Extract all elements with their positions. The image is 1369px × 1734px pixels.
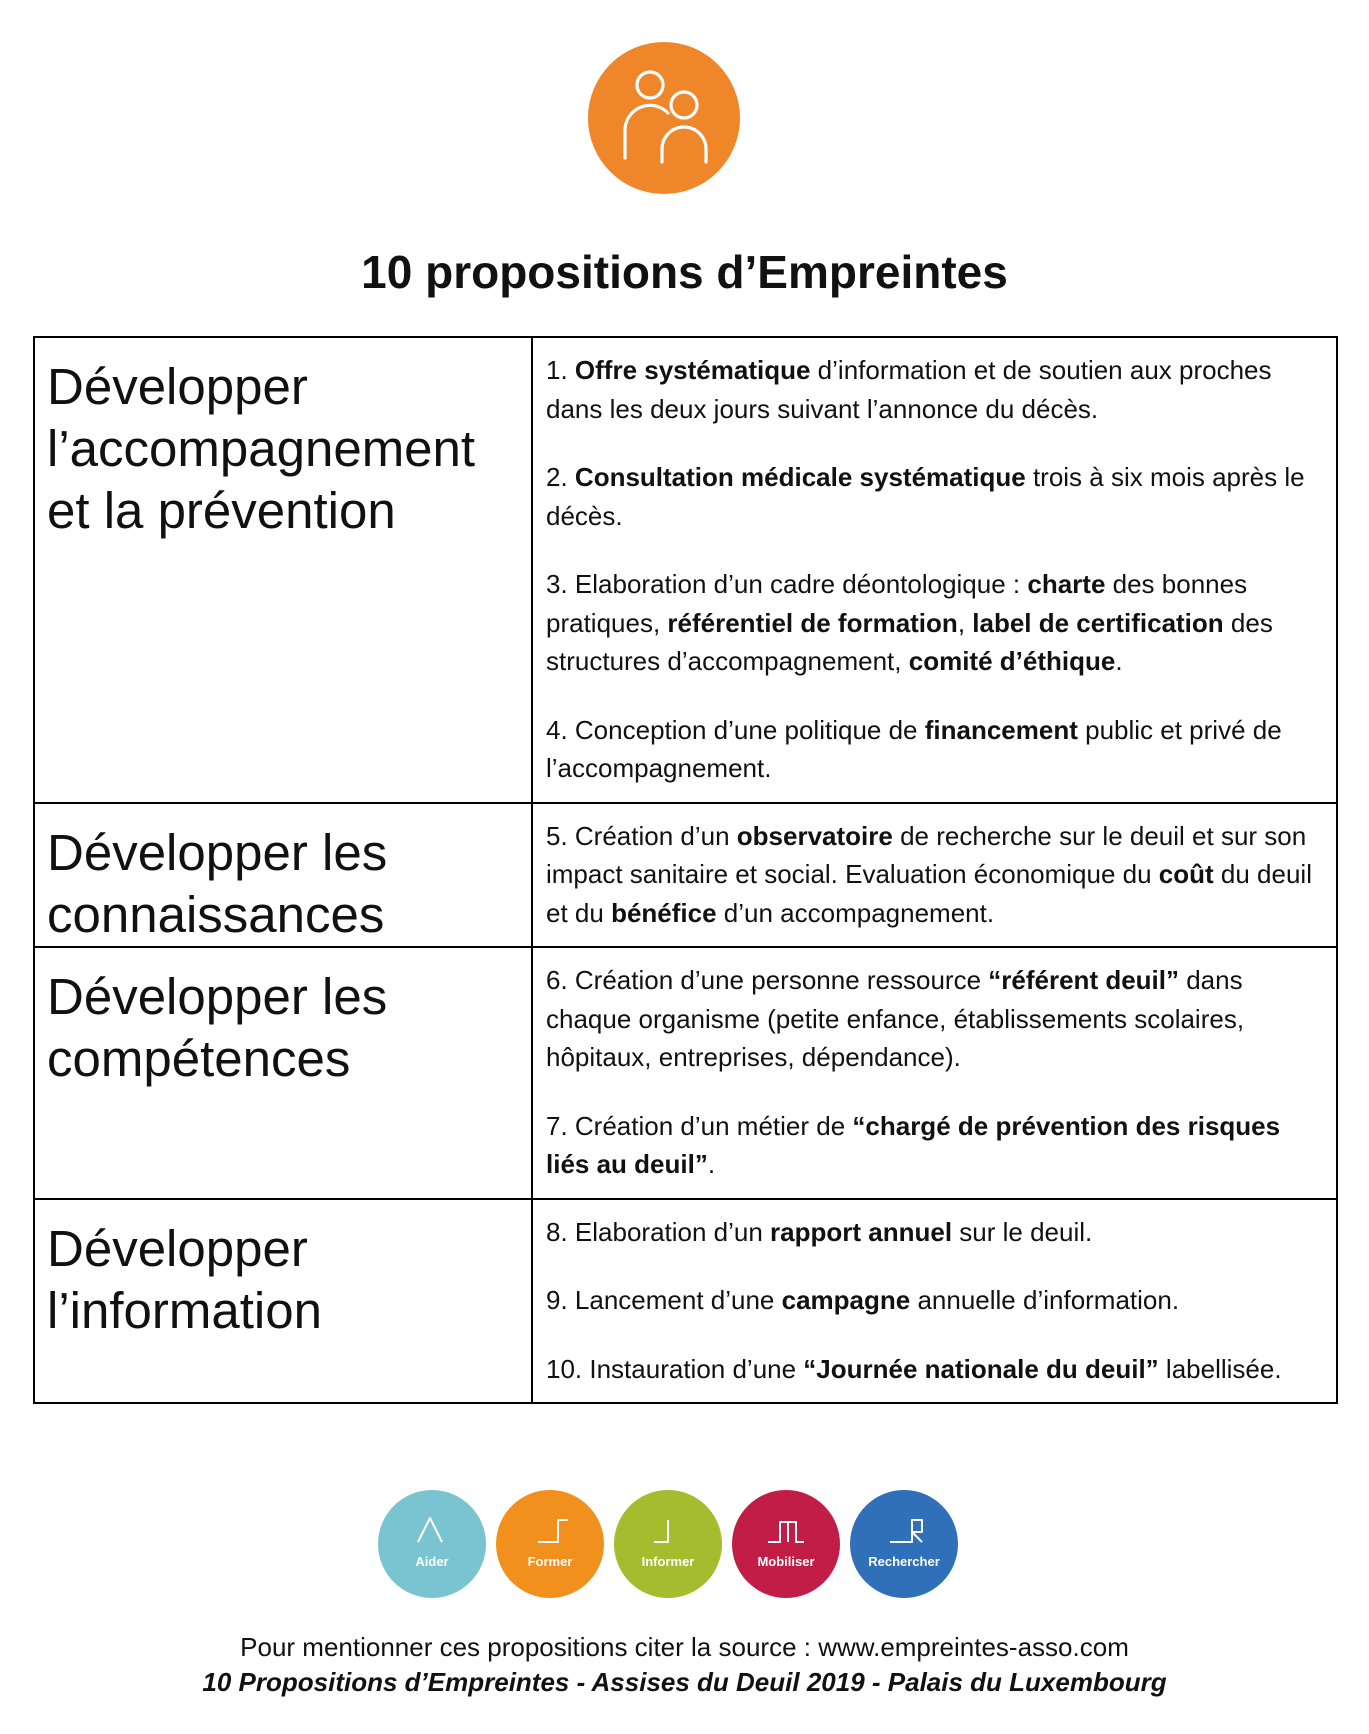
proposition-emphasis: Offre systématique [574, 355, 811, 385]
circle-label: Rechercher [868, 1554, 940, 1569]
propositions-cell [532, 337, 1337, 803]
proposition-text: dans chaque organisme (petite enfance, établissements scolaires, hôpitaux, entreprises, dépendance). [546, 965, 1245, 1072]
proposition-item [546, 961, 1322, 1077]
proposition-emphasis: observatoire [736, 820, 893, 851]
circle-mobiliser [732, 1490, 840, 1598]
table-row [34, 947, 1337, 1199]
proposition-text: 5. Création d’un [546, 820, 737, 851]
proposition-item [546, 1281, 1322, 1320]
proposition-emphasis: label de certification [972, 607, 1224, 638]
proposition-text: de recherche sur le deuil et sur son impact sanitaire et social. Evaluation économique du [546, 820, 1307, 889]
proposition-text: des bonnes pratiques, [546, 569, 1248, 638]
propositions-cell [532, 803, 1337, 948]
circle-former [496, 1490, 604, 1598]
circle-label: Mobiliser [757, 1554, 815, 1569]
rechercher-icon [850, 1490, 958, 1598]
category-cell: Développer les compétences [34, 947, 532, 1199]
proposition-item [546, 711, 1322, 788]
proposition-emphasis: “Journée nationale du deuil” [803, 1353, 1159, 1384]
proposition-item [546, 817, 1322, 933]
proposition-emphasis: comité d’éthique [908, 646, 1116, 676]
proposition-text: des structures d’accompagnement, [546, 607, 1273, 676]
proposition-text: 4. Conception d’une politique de [546, 714, 925, 745]
people-icon [588, 42, 740, 194]
proposition-text: 1. [546, 355, 575, 385]
proposition-text: , [957, 607, 973, 638]
circle-informer [614, 1490, 722, 1598]
propositions-table [33, 336, 1338, 1404]
proposition-text: . [1115, 646, 1123, 676]
proposition-emphasis: bénéfice [611, 897, 717, 928]
proposition-text: du deuil et du [546, 859, 1312, 928]
proposition-emphasis: rapport annuel [770, 1216, 953, 1247]
proposition-item [546, 351, 1322, 428]
proposition-emphasis: référentiel de formation [667, 607, 958, 638]
table-row [34, 337, 1337, 803]
proposition-item [546, 565, 1322, 681]
proposition-emphasis: “référent deuil” [988, 965, 1179, 995]
mobiliser-icon [732, 1490, 840, 1598]
proposition-text: 2. [546, 462, 575, 492]
proposition-text: sur le deuil. [952, 1216, 1093, 1247]
category-cell: Développer les connaissances [34, 803, 532, 948]
proposition-text: d’un accompagnement. [716, 897, 995, 928]
proposition-text: annuelle d’information. [910, 1285, 1180, 1315]
propositions-cell [532, 947, 1337, 1199]
propositions-cell [532, 1199, 1337, 1404]
proposition-text: 9. Lancement d’une [546, 1285, 782, 1315]
proposition-text: 8. Elaboration d’un [546, 1216, 771, 1247]
proposition-text: 10. Instauration d’une [546, 1353, 804, 1384]
proposition-text: labellisée. [1158, 1353, 1282, 1384]
proposition-emphasis: “chargé de prévention des risques liés au deuil” [546, 1110, 1281, 1179]
source-note: Pour mentionner ces propositions citer la source : www.empreintes-asso.com [240, 1632, 1129, 1662]
proposition-text: public et privé de l’accompagnement. [546, 714, 1282, 783]
proposition-text: 7. Création d’un métier de [546, 1110, 853, 1141]
proposition-item [546, 1213, 1322, 1252]
proposition-text: d’information et de soutien aux proches dans les deux jours suivant l’annonce du décès. [546, 355, 1272, 424]
informer-icon [614, 1490, 722, 1598]
proposition-emphasis: charte [1027, 569, 1106, 599]
circle-label: Aider [415, 1554, 449, 1569]
table-row [34, 1199, 1337, 1404]
proposition-emphasis: Consultation médicale systématique [574, 462, 1026, 492]
category-cell: Développer l’information [34, 1199, 532, 1404]
proposition-item [546, 1350, 1322, 1389]
circle-aider [378, 1490, 486, 1598]
page-title: 10 propositions d’Empreintes [361, 246, 1008, 298]
circle-label: Former [527, 1554, 573, 1569]
action-circles [378, 1490, 958, 1598]
proposition-emphasis: coût [1158, 859, 1214, 889]
proposition-emphasis: financement [924, 714, 1078, 745]
proposition-item [546, 1107, 1322, 1184]
circle-rechercher [850, 1490, 958, 1598]
proposition-emphasis: campagne [781, 1285, 911, 1315]
footer-citation: 10 Propositions d’Empreintes - Assises du Deuil 2019 - Palais du Luxembourg [202, 1667, 1167, 1697]
proposition-text: 3. Elaboration d’un cadre déontologique : [546, 569, 1028, 599]
proposition-text: . [707, 1149, 716, 1179]
proposition-text: trois à six mois après le décès. [546, 462, 1305, 531]
empreintes-logo [588, 42, 740, 194]
former-icon [496, 1490, 604, 1598]
proposition-item [546, 458, 1322, 535]
proposition-text: 6. Création d’une personne ressource [546, 965, 989, 995]
circle-label: Informer [641, 1554, 695, 1569]
table-row [34, 803, 1337, 948]
category-cell: Développer l’accompagnement et la prévention [34, 337, 532, 803]
aider-icon [378, 1490, 486, 1598]
